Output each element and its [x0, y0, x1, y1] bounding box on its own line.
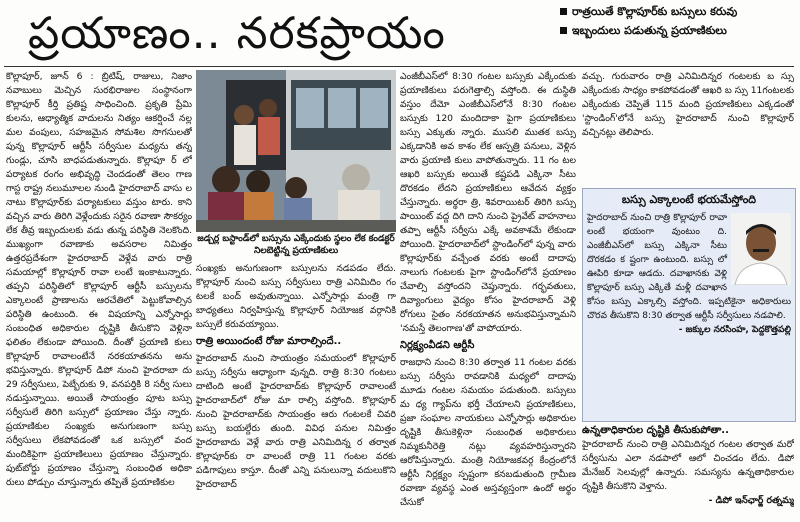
article-column-5 — [582, 424, 794, 522]
body-text: రాజధాని నుంచి 8:30 తర్వాత 11 గంటల వరకు బస్సు సర్వీసు రావడానికి మధ్యలో దాదాపు మూడు గంటల సమయం పడుతుంది. బస్సులు మ ధ్య గ్యాప్‌ను భర్తీ చేయాలని ప్రయాణికులు, ప్రజా సంఘాల నాయకులు ఎన్నోసార్లు అధికారుల దృష్టికి తీసుకెళ్లినా సంబంధిత అధికారులు నిమ్మకునీరెత్తి నట్లు వ్యవహరిస్తున్నారని ఆరోపిస్తున్నారు. మంత్రి నియోజకవర్గ కేంద్రంలోనే ఆర్టీసీ నిర్లక్ష్యం స్పష్టంగా కనబడుతుంది గ్రామీణ రవాణా వ్యవస్థ ఎంత అస్తవ్యస్తంగా ఉందో అర్థం చేసుకో — [400, 357, 576, 508]
quote-box-title: బస్సు ఎక్కాలంటే భయమేస్తోంది — [621, 193, 757, 206]
quote-box-body — [587, 211, 791, 337]
side-head-text: ఇబ్బందులు పడుతున్న ప్రయాణికులు — [572, 24, 727, 37]
person-portrait-image — [731, 213, 791, 285]
subheading: నిర్లక్ష్యంవీడని ఆర్టీసీ — [400, 340, 475, 351]
bus-crowd-image — [196, 70, 396, 232]
body-text: ఎంజీబీఎస్‌లో 8:30 గంటల బస్సుకు ఎక్కేందుకు ప్రయాణికులు పరుగెత్తాల్సి వస్తోంది. ఈ దుస్థితి వస్తుం దేమో ఎంజీబీఎస్‌లోనే 8:30 గంటల బస్సుకు 120 మందిదాకా పైగా ప్రయాణికులు బస్సు ఎక్కుతు న్నారు. ముసలి ముతక బస్సు ఎక్కడానికి అవ కాశం లేక ఆస్పత్రి పనులు, వెళ్లిన వారు ప్రయాణి కులు వాపోతున్నారు. 11 గం టల ఆఖరి బస్సుకు అయితే కష్టపడి ఎక్కినా సీటు దొరకడం లేదని ప్రయాణికులు ఆవేదన వ్యక్తం చేస్తున్నారు. అర్థరా త్రి, శివరాయిటర్ తిరిగి బస్సు పాయింట్ వద్ద దిగి దాని నుంచి ప్రైవేట్ వాహనాలు తప్పా ఆర్టీసీ సర్వీసు ఎక్కే అవకాశమే లేకుండా పోయింది. హైదరాబాద్‌లో స్టాండింగ్‌లో పున్న వారు కొల్లాపూర్‌కు వచ్చేంత వరకు అంటే దాదాపు నాలుగు గంటలకు పైగా స్టాండింగ్‌లోనే ప్రయాణం చేవాల్సి వస్తోందని చెప్తున్నారు. గర్భవతులు, దివ్యాంగులు వైద్యం కోసం హైదరాబాద్ వెళ్లి రోగులు సైతం నరకయాతన అనుభవిస్తున్నామని 'నమస్తే తెలంగాణ'తో వాపోయారు. — [400, 71, 576, 334]
article-column-3 — [400, 70, 576, 522]
side-heads — [560, 4, 792, 42]
body-text: కొల్లాపూర్, జూన్ 6 : బ్రిటిష్, రాజులు, నిజాం నవాబులు మెచ్చిన సురభిరాజుల సంస్థానంగా కొల్లాపూర్ కీర్తి ప్రతిష్ట సాధించింది. ప్రకృతి ప్రేమి కులను, ఆధ్యాత్మిక వాదులను నిత్యం ఆకర్షించే నల్ల మల వంపులు, సహజమైన సోమశిల సొగసులతో పున్న కొల్లాపూర్ ఆర్టీసీ సర్వీసుల మధ్యను తన్న గుండ్లు, చూసి బాధపడుతున్నారు. కొల్లాపూ ర్ లో పర్యాటక రంగం అభివృద్ధి చెందడంతో తెలం గాణ గాస్ట రాష్ట్ర నలుమూలల నుండి హైదరాబాద్ వాసు ల నాటు కొల్లాపూర్‌కు పర్యాటకులు వస్తుం టారు. కాని వచ్చిన వారు తిరిగి వెళ్లేందుకు సరైన రవాణా సౌకర్యం లేక తీవ్ర ఇబ్బందులకు వడు తున్న పరిస్థితి నెలకొంది. ముఖ్యంగా రవాణాకు అవసరాల నిమిత్తం ఉత్తరప్రదేశంగా హైదరాబాద్ వెళ్లేవ వారు రాత్రి సమయాల్లో కొల్లాపూర్ రావా లంటే ఇంకాటున్నారు. తప్పని పరిస్థితిలో కొల్లాపూర్ ఆర్టీసీ బస్సులను ఎక్కాలంటే ప్రాణాలను ఆరచేతిలో పెట్టుకోవాల్సిన పరిస్థితి ఉంటుంది. ఈ విషయాన్ని ఎన్నోసార్లు సంబంధిత అధికారుల దృష్టికి తీసుకొని వెళ్లినా ఫలితం లేకుండా పోయింది. దీంతో ప్రయాణి కులు కొల్లాపూర్ రావాలంటేనే నరకయాతనను అను భవిస్తున్నారు. కొల్లాపూర్ డిపో నుంచి హైదరాబా దు 29 సర్వీసులు, పెబ్బేరుకు 9, వనపర్తికి 8 సర్వీ సులు నడుస్తున్నాయి. అయితే సాయంత్రం పూట బస్సు సర్వీసులే తిరిగి బస్సులో ప్రయాణం చేస్తు న్నారు. ప్రయాణికుల సంఖ్యకు అనుగుణంగా బస్సు సర్వీసులు లేకపోవడంతో ఒక బస్సులో వంద మందికిపైగా ప్రయాణిలులు ప్రయాణం చేస్తున్నారు. పుట్‌బోర్డు ప్రయాణం చేస్తున్నా సంబంధిత అధికా రులు పోడ్చుం చూస్తున్నారు తప్పితే ప్రయాణికుల — [6, 71, 192, 488]
subheading: రాత్రి అయిందంటే రోజు మారాల్సిందే.. — [196, 336, 342, 347]
body-text: సంఖ్యకు అనుగుణంగా బస్సులను నడపడం లేదు. కొల్లాపూర్ నుంచి బస్సు సర్వీసులు రాత్రి ఎనిమిదిం గం టలకే బంద్ అవుతున్నాయి. ఎన్నోసార్లు మంత్రి గా బాధ్యతలు నిర్వహిస్తున్న కొల్లాపూర్ నియోజక వర్గానికి బస్సులే కరువయ్యాయి. — [196, 263, 396, 330]
news-photo — [196, 70, 396, 232]
body-text: హైదరాబాద్ నుంచి సాయంత్రం సమయంలో కొల్లాపూర్ బస్సు సర్వీసు ఆధ్యాంగా వున్నది. రాత్రి 8:30 గంటలు దాటింది అంటే హైదరాబాద్‌కు కొల్లాపూర్ రావాలంటే హైదరాబాద్‌లో రోజు మా రాల్సి వస్తోంది. కొల్లాపూర్ నుంచి హైదరాబాద్‌కు సాయంత్రం ఆరు గంటలకే చివరి బస్సు బయల్దేరు తుంది. వివిధ పనుల నిమిత్తం హైదరాబాదు వెళ్లే వారు రాత్రి ఎనిమిదిన్న ర తర్వాత కొల్లాపూర్‌కు రా వాలంటే రాత్రి 11 గంటల వరకు పడిగాపులు కాస్తూ. దీంతో ఎన్ని పనులున్నా వదులుకొని హైదరాబాద్ — [196, 353, 396, 490]
body-text: హైదరాబాద్ నుంచి రాత్రి ఎనిమిదిన్నర గంటల తర్వాత మరో సర్వీసును ఎలా నడపాలో ఆలో చించడం లేదు. డిపో మేనేజర్ సెలవుల్లో ఉన్నారు. సమస్యను ఉన్నతాధికారుల దృష్టికి తీసుకొని వెళ్తాను. — [582, 439, 794, 492]
side-head-1 — [560, 4, 792, 19]
byline: - డిపో ఇన్‌ఛార్జ్ రత్నమ్మ — [708, 495, 794, 506]
headline: ప్రయాణం.. నరకప్రాయం — [28, 8, 446, 59]
subheading: ఉన్నతాధికారుల దృష్టికి తీసుకుపోతా.. — [582, 425, 729, 436]
headline-rule — [4, 66, 794, 67]
bullet-icon — [560, 27, 567, 34]
quote-text: హైదరాబాద్ నుంచి రాత్రి కొల్లాపూర్ రావా లంటే భయంగా వుంటుం ది. ఎంజీబీఎస్‌లో బస్సు ఎక్కినా సీటు దొరకడం క ష్టంగా ఉంటుంది. బస్సు లో ఊపిరి కూడా ఆడదు. దవాఖానకు వెళ్లి కొల్లాపూర్ బస్సు ఎక్కితే మళ్లీ దవాఖాన కోసం బస్సు ఎక్కాల్సి వస్తోంది. ఇప్పటికైనా అధికారులు చొరవ తీసుకొని 8:30 తర్వాత ఆర్టీసీ సర్వీసులు నడపాలి. — [587, 213, 791, 321]
photo-caption: జడ్చర్ల బస్టాండ్‌లో బస్సును ఎక్కేందుకు స్థలం లేక కండక్టర్ నిలబెట్టిన్న ప్రయాణికులు — [197, 234, 395, 256]
body-text: వచ్చు. గురువారం రాత్రి ఎనిమిదిన్నర గంటలకు బ స్సు ఎక్కేందుకు సాధ్యం కాకపోవడంతో ఆఖరి బ స్సు 11గంటలకు ఎక్కేందుకు చెప్పితే 115 మంది ప్రయాణికులు ఎక్కడంతో 'స్టాండింగ్‌'లోనే బస్సు హైదరాబాద్ నుంచి కొల్లాపూర్ వచ్చినట్లు తెలిపారు. — [582, 71, 794, 138]
side-head-2 — [560, 23, 792, 38]
article-column-1 — [6, 70, 192, 522]
quote-box — [582, 188, 796, 422]
article-column-4 — [582, 70, 794, 188]
side-head-text: రాత్రయితే కొల్లాపూర్‌కు బస్సులు కరువు — [572, 5, 738, 18]
article-column-2 — [196, 262, 396, 522]
quote-byline: - జక్కుల నరసింహ, పెద్దకొత్తపల్లి — [678, 325, 791, 335]
bullet-icon — [560, 8, 567, 15]
